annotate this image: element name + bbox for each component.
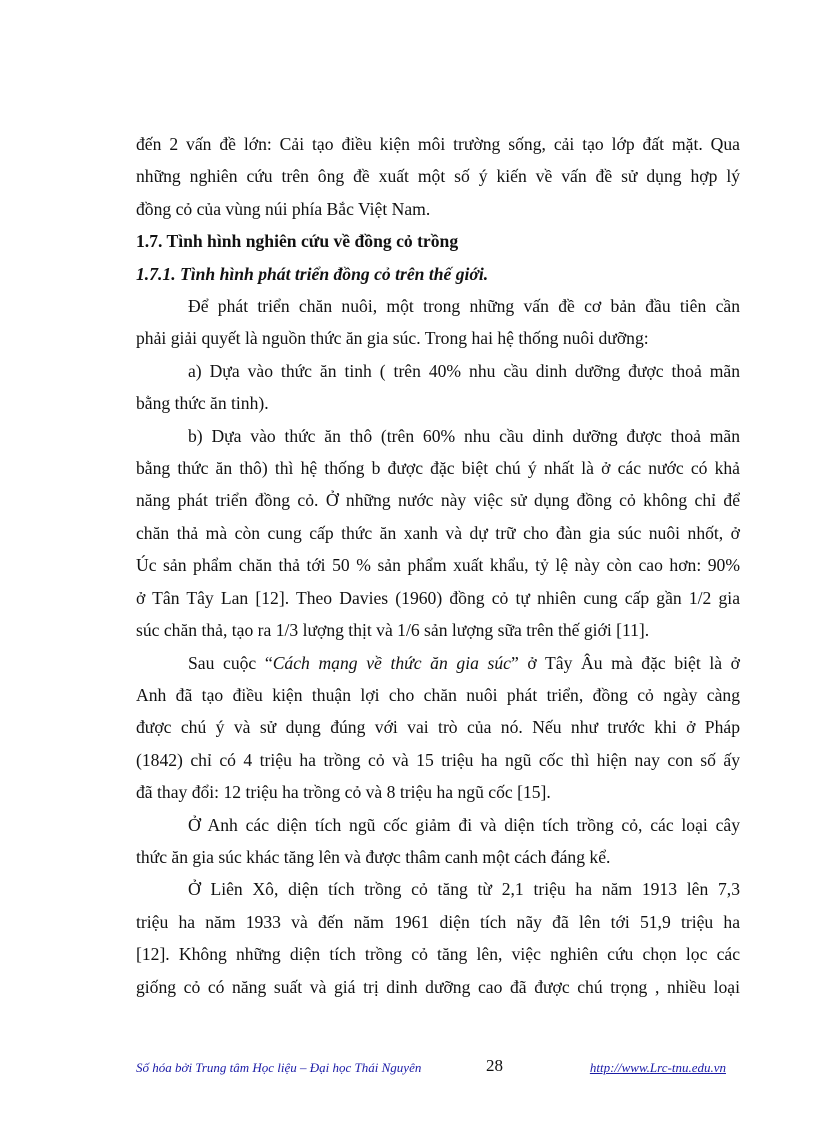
section-heading: 1.7. Tình hình nghiên cứu về đồng cỏ trồng: [136, 231, 459, 252]
text-run: ” ở Tây Âu mà đặc biệt là ở: [510, 652, 740, 673]
text-line: được chú ý và sử dụng đúng với vai trò của nó. Nếu như trước khi ở Pháp: [136, 717, 740, 738]
text-run: Sau cuộc “: [188, 652, 273, 673]
subsection-heading: 1.7.1. Tình hình phát triển đồng cỏ trên thế giới.: [136, 263, 489, 284]
document-body: [136, 128, 740, 1003]
text-line: (1842) chỉ có 4 triệu ha trồng cỏ và 15 triệu ha ngũ cốc thì hiện nay con số ấy: [136, 749, 740, 770]
text-line: năng phát triển đồng cỏ. Ở những nước này việc sử dụng đồng cỏ không chỉ để: [136, 490, 740, 511]
footer-link[interactable]: http://www.Lrc-tnu.edu.vn: [589, 1060, 726, 1075]
text-line: Úc sản phẩm chăn thả tới 50 % sản phẩm xuất khẩu, tỷ lệ này còn cao hơn: 90%: [136, 555, 740, 576]
footer-credit: Số hóa bởi Trung tâm Học liệu – Đại học Thái Nguyên: [136, 1060, 422, 1075]
text-line: bằng thức ăn tinh).: [136, 393, 269, 414]
text-line: phải giải quyết là nguồn thức ăn gia súc. Trong hai hệ thống nuôi dưỡng:: [136, 328, 649, 349]
italic-phrase: Cách mạng về thức ăn gia súc: [272, 652, 511, 673]
text-line: chăn thả mà còn cung cấp thức ăn xanh và dự trữ cho đàn gia súc nuôi nhốt, ở: [136, 522, 740, 543]
text-line: [136, 647, 740, 679]
text-line: [12]. Không những diện tích trồng cỏ tăng lên, việc nghiên cứu chọn lọc các: [136, 944, 740, 965]
text-line: a) Dựa vào thức ăn tinh ( trên 40% nhu cầu dinh dưỡng được thoả mãn: [188, 360, 740, 381]
text-line: đến 2 vấn đề lớn: Cải tạo điều kiện môi trường sống, cải tạo lớp đất mặt. Qua: [136, 134, 740, 154]
page-number: 28: [486, 1056, 503, 1075]
text-line: bằng thức ăn thô) thì hệ thống b được đặc biệt chú ý nhất là ở các nước có khả: [136, 458, 740, 479]
text-line: đồng cỏ của vùng núi phía Bắc Việt Nam.: [136, 198, 431, 219]
text-line: những nghiên cứu trên ông đề xuất một số ý kiến về vấn đề sử dụng hợp lý: [136, 166, 740, 187]
text-line: giống cỏ có năng suất và giá trị dinh dưỡng cao đã được chú trọng , nhiều loại: [136, 976, 740, 997]
text-line: b) Dựa vào thức ăn thô (trên 60% nhu cầu dinh dưỡng được thoả mãn: [188, 425, 740, 446]
text-line: súc chăn thả, tạo ra 1/3 lượng thịt và 1/6 sản lượng sữa trên thế giới [11].: [136, 620, 650, 641]
text-line: triệu ha năm 1933 và đến năm 1961 diện tích nãy đã lên tới 51,9 triệu ha: [136, 911, 740, 932]
text-line: Để phát triển chăn nuôi, một trong những vấn đề cơ bản đầu tiên cần: [188, 296, 740, 317]
text-line: Ở Anh các diện tích ngũ cốc giảm đi và diện tích trồng cỏ, các loại cây: [188, 814, 740, 835]
text-line: Ở Liên Xô, diện tích trồng cỏ tăng từ 2,1 triệu ha năm 1913 lên 7,3: [188, 879, 740, 900]
text-line: đã thay đổi: 12 triệu ha trồng cỏ và 8 triệu ha ngũ cốc [15].: [136, 782, 551, 803]
page-footer: [136, 1056, 740, 1080]
text-line: Anh đã tạo điều kiện thuận lợi cho chăn nuôi phát triển, đồng cỏ ngày càng: [136, 684, 740, 705]
text-line: thức ăn gia súc khác tăng lên và được thâm canh một cách đáng kể.: [136, 846, 611, 867]
text-line: ở Tân Tây Lan [12]. Theo Davies (1960) đồng cỏ tự nhiên cung cấp gần 1/2 gia: [136, 587, 740, 608]
